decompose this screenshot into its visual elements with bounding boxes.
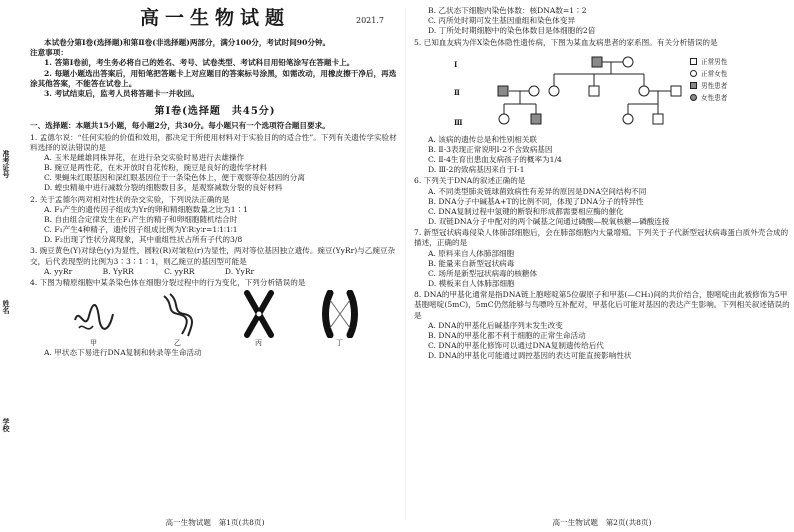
name-label: 姓名 (2, 300, 11, 314)
q5-option-b: B. Ⅱ-3表现正常说明Ⅰ-2不含致病基因 (428, 144, 553, 154)
pedigree-normal-female (623, 57, 633, 67)
pedigree-affected-male (592, 57, 602, 67)
page-divider (405, 8, 406, 520)
generation-label: Ⅰ (454, 59, 458, 69)
school-label: 学校 (2, 418, 11, 432)
q5-option-d: D. Ⅲ-2的致病基因来自于Ⅰ-1 (428, 165, 525, 175)
pedigree-normal-female (639, 86, 649, 96)
sister-chromatids-icon (320, 290, 360, 338)
question-1-stem: 1. 孟德尔说：“任何实验的价值和效用，都决定于所使用材料对于实验目的的适合性”。下列有关遗传学实验材料选择的说法错误的是 (30, 132, 397, 152)
square-icon (690, 58, 697, 65)
q2-option-a: A. F₁产生的遗传因子组成为Yr的卵和精细胞数量之比为1∶1 (44, 204, 248, 214)
q8-option-b: B. DNA的甲基化都不利于细胞的正常生命活动 (428, 330, 586, 340)
question-7-stem: 7. 新型冠状病毒侵染人体肺部细胞后，会在肺部细胞内大量增殖。下列关于子代新型冠状病毒蛋白质外壳合成的描述，正确的是 (414, 228, 789, 248)
footer-page-1: 高一生物试题 第1页(共8页) (165, 517, 265, 527)
exam-number-label: 准考证号 (2, 150, 11, 178)
q3-options: A. yyRr B. YyRR C. yyRR D. YyRr (44, 266, 255, 276)
q8-option-d: D. DNA的甲基化可能通过调控基因的表达可能直接影响性状 (428, 351, 632, 361)
pedigree-chart (414, 50, 684, 134)
generation-label: Ⅲ (454, 117, 463, 127)
legend-item: 正常男性 (690, 56, 727, 68)
notice-title: 注意事项： (30, 48, 68, 58)
pedigree-normal-female (623, 114, 633, 124)
stage-label: 丙 (255, 338, 262, 347)
q6-option-a: A. 不同类型肺炎链球菌致病性有差异的原因是DNA空间结构不同 (428, 186, 647, 196)
question-3-stem: 3. 豌豆黄色(Y)对绿色(y)为显性，圆粒(R)对皱粒(r)为显性，两对等位基因独立遗传。豌豆(YyRr)与乙豌豆杂交，后代表现型的比例为3∶3∶1∶1，则乙豌豆的基因型可能是 (30, 246, 396, 266)
exam-title: 高一生物试题 (139, 7, 290, 29)
q6-option-b: B. DNA分子中碱基A+T的比例不同，体现了DNA分子的特异性 (428, 196, 644, 206)
chromosome-stage-3 (239, 290, 279, 348)
q2-option-c: C. F₁产生4种精子，遗传因子组成比例为Y∶R∶y∶r=1∶1∶1∶1 (44, 225, 238, 235)
intro-text: 本试卷分第Ⅰ卷(选择题)和第Ⅱ卷(非选择题)两部分，满分100分，考试时间90分钟。 (44, 38, 331, 47)
q4-option-b: B. 乙状态下细胞内染色体数：核DNA数=1∶2 (428, 6, 587, 15)
q1-option-c: C. 果蝇朱红眼基因和深红眼基因位于一条染色体上，便于观察等位基因的分离 (44, 173, 305, 183)
chromosome-figure (30, 290, 400, 348)
stage-label: 乙 (174, 338, 181, 347)
q7-option-d: D. 模板来自人体肺部细胞 (428, 279, 515, 289)
legend-item: 女性患者 (690, 92, 727, 104)
q7-option-c: C. 场所是新型冠状病毒的核糖体 (428, 268, 538, 278)
pedigree-normal-male (671, 86, 681, 96)
q6-option-d: D. 双链DNA分子中配对的两个碱基之间通过磷酸—脱氧核糖—磷酸连接 (428, 217, 670, 227)
legend-item: 正常女性 (690, 68, 727, 80)
page-2 (414, 0, 790, 532)
pedigree-normal-male (589, 86, 599, 96)
chromosome-x-icon (239, 290, 279, 338)
part-header: 一、选择题：本题共15小题，每小题2分，共30分。每小题只有一个选项符合题目要求。 (30, 121, 330, 131)
q6-option-c: C. DNA复制过程中氢键的断裂和形成都需要相应酶的催化 (428, 206, 624, 216)
q7-option-a: A. 原料来自人体肺部细胞 (428, 248, 515, 258)
filled-circle-icon (690, 94, 697, 101)
stage-label: 丁 (336, 338, 343, 347)
generation-label: Ⅱ (454, 87, 460, 97)
page-1 (30, 0, 400, 532)
notice-item: 3. 考试结束后，监考人员将答题卡一并收回。 (44, 88, 199, 98)
section-title: 第Ⅰ卷(选择题 共45分) (154, 106, 276, 118)
notice-item: 1. 答第Ⅰ卷前，考生务必将自己的姓名、考号、试卷类型、考试科目用铅笔涂写在答题卡上。 (44, 58, 355, 68)
title-row (30, 0, 400, 38)
pedigree-normal-female (529, 86, 539, 96)
q4-option-a: A. 甲状态下易进行DNA复制和转录等生命活动 (44, 348, 202, 358)
chromosome-stage-2 (158, 290, 198, 348)
pedigree-figure (414, 50, 790, 134)
q2-option-d: D. F₂出现了性状分离现象，其中重组性状占所有子代的3/8 (44, 235, 243, 245)
question-8-stem: 8. DNA的甲基化通常是指DNA链上胞嘧啶第5位碳原子和甲基(—CH₃)间的共价结合，胞嘧啶由此被修饰为5甲基胞嘧啶(5mC)，5mC仍然能够与鸟嘌呤互补配对，甲基化后可能对基因的表达产生影响。下列相关叙述错误的是 (414, 290, 790, 320)
chromosome-stage-4 (320, 290, 360, 348)
q1-option-a: A. 玉米是雌雄同株异花，在进行杂交实验时易进行去雄操作 (44, 152, 245, 162)
pedigree-affected-male (498, 86, 508, 96)
circle-icon (690, 70, 697, 77)
chromatin-icon (71, 298, 117, 338)
q7-option-b: B. 能量来自新型冠状病毒 (428, 258, 515, 268)
footer-page-2: 高一生物试题 第2页(共8页) (552, 517, 652, 527)
exam-date: 2021.7 (356, 16, 384, 25)
pedigree-normal-male (653, 114, 663, 124)
chromosome-stage-1 (71, 298, 117, 348)
pedigree-normal-female (499, 114, 509, 124)
replicated-chromatin-icon (158, 290, 198, 338)
q4-option-d: D. 丁所处时期细胞中的染色体数目是体细胞的2倍 (428, 26, 596, 36)
pedigree-legend (690, 56, 727, 104)
question-2-stem: 2. 关于孟德尔两对相对性状的杂交实验，下列说法正确的是 (30, 194, 230, 204)
filled-square-icon (690, 82, 697, 89)
q5-option-c: C. Ⅱ-4生育出患血友病孩子的概率为1/4 (428, 155, 562, 165)
question-4-stem: 4. 下图为精原细胞中某条染色体在细胞分裂过程中的行为变化，下列分析错误的是 (30, 278, 306, 287)
legend-item: 男性患者 (690, 80, 727, 92)
pedigree-affected-male (531, 114, 541, 124)
pedigree-normal-female (549, 86, 559, 96)
q1-option-d: D. 蝗虫精巢中进行减数分裂的细胞数目多，是观察减数分裂的良好材料 (44, 183, 283, 193)
stage-label: 甲 (90, 338, 97, 347)
question-6-stem: 6. 下列关于DNA的叙述正确的是 (414, 176, 526, 186)
q8-option-a: A. DNA的甲基化后碱基序列未发生改变 (428, 320, 563, 330)
q8-option-c: C. DNA的甲基化修饰可以通过DNA复制遗传给后代 (428, 341, 604, 351)
q2-option-b: B. 自由组合定律发生在F₁产生的精子和卵细胞随机结合时 (44, 214, 238, 224)
q5-option-a: A. 该病的遗传总是和性别相关联 (428, 134, 538, 144)
q1-option-b: B. 豌豆是两性花，在未开放时自花传粉，豌豆是良好的遗传学材料 (44, 163, 268, 173)
q4-option-c: C. 丙所处时期可发生基因重组和染色体变异 (428, 16, 576, 26)
notice-item: 2. 每题小题选出答案后，用铅笔把答题卡上对应题目的答案标号涂黑，如需改动，用橡皮擦干净后，再选涂其他答案，不能答在试卷上。 (30, 68, 397, 88)
question-5-stem: 5. 已知血友病为伴X染色体隐性遗传病，下图为某血友病患者的家系图。有关分析错误的是 (414, 37, 718, 47)
